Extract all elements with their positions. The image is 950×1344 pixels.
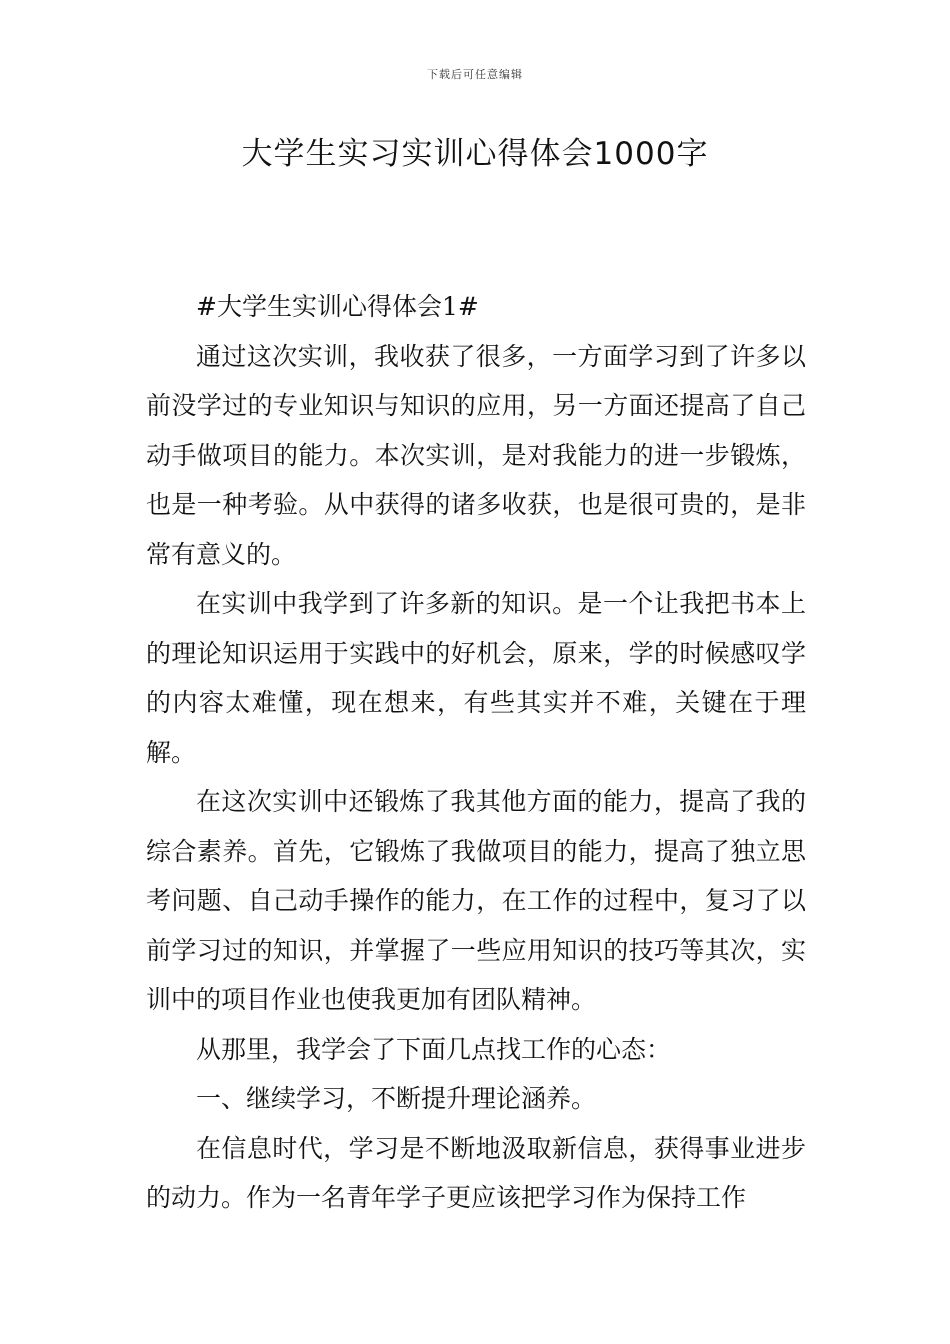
body-paragraph: 在信息时代，学习是不断地汲取新信息，获得事业进步的动力。作为一名青年学子更应该把学习作为保持工作 [146, 1133, 806, 1212]
body-paragraph: 通过这次实训，我收获了很多，一方面学习到了许多以前没学过的专业知识与知识的应用，另一方面还提高了自己动手做项目的能力。本次实训，是对我能力的进一步锻炼，也是一种考验。从中获得的诸多收获，也是很可贵的，是非常有意义的。 [146, 341, 806, 569]
document-body [146, 282, 806, 1223]
section-heading: #大学生实训心得体会1# [196, 292, 479, 321]
body-paragraph: 在实训中我学到了许多新的知识。是一个让我把书本上的理论知识运用于实践中的好机会，原来，学的时候感叹学的内容太难懂，现在想来，有些其实并不难，关键在于理解。 [146, 589, 806, 767]
header-note: 下载后可任意编辑 [427, 68, 523, 81]
body-paragraph: 在这次实训中还锻炼了我其他方面的能力，提高了我的综合素养。首先，它锻炼了我做项目的能力，提高了独立思考问题、自己动手操作的能力，在工作的过程中，复习了以前学习过的知识，并掌握了一些应用知识的技巧等其次，实训中的项目作业也使我更加有团队精神。 [146, 787, 806, 1014]
body-paragraph: 从那里，我学会了下面几点找工作的心态： [196, 1034, 672, 1064]
document-title: 大学生实习实训心得体会1000字 [241, 136, 709, 172]
list-heading: 一、继续学习，不断提升理论涵养。 [196, 1084, 597, 1113]
